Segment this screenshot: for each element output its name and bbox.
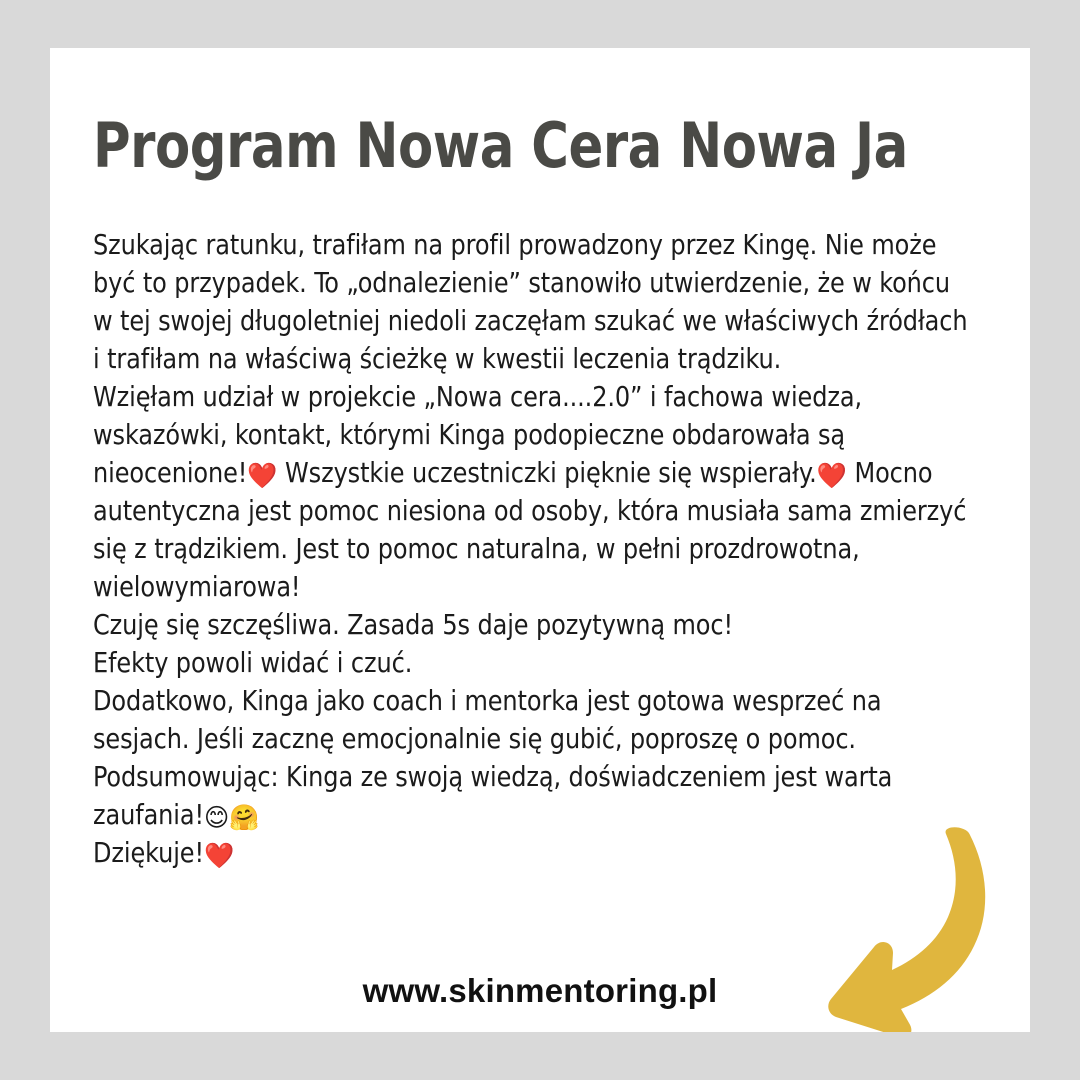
red-heart-icon: ❤️ xyxy=(203,841,235,870)
testimonial-paragraph-2-text: Wzięłam udział w projekcie „Nowa cera....2.0” i fachowa wiedza, wskazówki, kontakt, którymi Kinga podopieczne obdarowała są nieocenione! xyxy=(93,381,862,489)
testimonial-paragraph-6: Efekty powoli widać i czuć. xyxy=(93,647,413,679)
testimonial-paragraph-9 xyxy=(93,834,971,872)
testimonial-paragraph-3-text: Wszystkie uczestniczki pięknie się wspierały. xyxy=(285,457,817,489)
testimonial-paragraph-1: Szukając ratunku, trafiłam na profil prowadzony przez Kingę. Nie może być to przypadek. To „odnalezienie” stanowiło utwierdzenie, że w końcu w tej swojej długoletniej niedoli zaczęłam szukać we właściwych źródłach i trafiłam na właściwą ścieżkę w kwestii leczenia trądziku. xyxy=(93,229,968,375)
testimonial-paragraph-8 xyxy=(93,758,971,834)
testimonial-paragraph-7: Dodatkowo, Kinga jako coach i mentorka jest gotowa wesprzeć na sesjach. Jeśli zacznę emocjonalnie się gubić, poproszę o pomoc. xyxy=(93,685,882,755)
testimonial-paragraph-5: Czuję się szczęśliwa. Zasada 5s daje pozytywną moc! xyxy=(93,609,733,641)
testimonial-paragraph-2 xyxy=(93,378,971,606)
testimonial-paragraph-8-text: Podsumowując: Kinga ze swoją wiedzą, doświadczeniem jest warta zaufania! xyxy=(93,761,893,831)
red-heart-icon: ❤️ xyxy=(816,461,847,490)
page-title: Program Nowa Cera Nowa Ja xyxy=(93,109,908,182)
testimonial-closing-text: Dziękuje! xyxy=(93,837,204,869)
testimonial-paragraph-4-text: Mocno autentyczna jest pomoc niesiona od osoby, która musiała sama zmierzyć się z trądzikiem. Jest to pomoc naturalna, w pełni prozdrowotna, wielowymiarowa! xyxy=(93,457,967,603)
smiling-face-icon: 😊 xyxy=(203,803,230,832)
hugging-face-icon: 🤗 xyxy=(229,803,260,832)
website-url: www.skinmentoring.pl xyxy=(362,972,718,1009)
testimonial-body xyxy=(93,226,971,872)
white-content-card xyxy=(50,48,1030,1032)
red-heart-icon: ❤️ xyxy=(247,461,278,490)
